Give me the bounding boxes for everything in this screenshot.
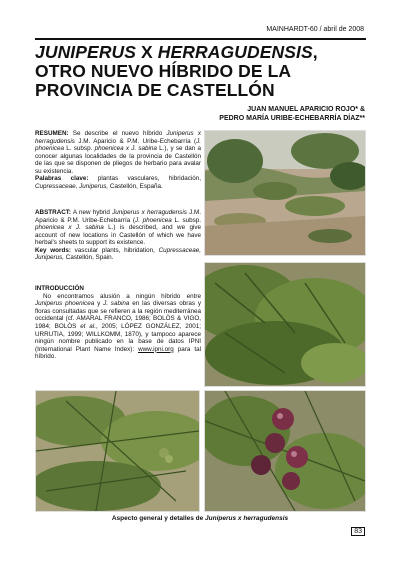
resumen-keywords-2: Castellón, España. (108, 182, 163, 190)
authors-block (219, 105, 365, 123)
intro-text-4: , 2005; LÓPEZ GONZÁLEZ, 2001; URRUTIA, 1999; WILLKOMM, 1870), y tampoco aparece ningún nombre publicado en la base de datos IPNI (International Plant Name Index): (35, 322, 201, 353)
abstract-text-2: J.M. Aparicio & P.M. Uribe-Echebarría ( (35, 209, 201, 224)
resumen-keywords-1: plantas vasculares, hibridación, (88, 175, 202, 182)
resumen-text-3: L. subsp. (64, 145, 95, 152)
abstract-species-3: phoenicea x J. sabina (35, 224, 104, 231)
intro-species-2: J. sabina (103, 300, 130, 308)
resumen-keywords-species: Cupressaceae, Juniperus, (35, 182, 109, 190)
abstract-paragraph (35, 209, 201, 262)
abstract-species-2: J. phoenicea (135, 216, 172, 224)
abstract-keywords-1: vascular plants, hibridation, (70, 246, 159, 254)
photo-branch-detail (35, 390, 200, 512)
author-line-2: PEDRO MARÍA URIBE-ECHEBARRÍA DÍAZ** (219, 115, 365, 122)
resumen-paragraph (35, 130, 201, 190)
resumen-text-2: J.M. Aparicio & P.M. Uribe-Echebarría ( (74, 137, 197, 145)
abstract-text-1: A new hybrid (71, 209, 113, 216)
resumen-species-3: phoenicea x J. sabina (94, 145, 157, 152)
abstract-keywords-2: Castellón, Spain. (64, 254, 114, 261)
author-line-1: JUAN MANUEL APARICIO ROJO* & (247, 106, 365, 113)
abstract-species-1: Juniperus x herragudensis (112, 209, 187, 216)
caption-species: Juniperus x herragudensis (205, 515, 289, 522)
header-rule (35, 38, 366, 40)
resumen-text-1: Se describe el nuevo híbrido (68, 130, 167, 137)
caption-text: Aspecto general y detalles de (111, 515, 206, 522)
article-title (35, 43, 367, 100)
introduction-heading: INTRODUCCIÓN (35, 285, 84, 292)
abstract-keywords-label: Key words: (35, 246, 71, 254)
resumen-label: RESUMEN: (35, 130, 69, 137)
title-rest: , OTRO NUEVO HÍBRIDO DE LA PROVINCIA DE CASTELLÓN (35, 42, 318, 100)
intro-text-3: en las diversas obras y floras consultadas que se refieren a la región mediterránea occidental (cf. AMARAL FRANCO, 1986; BOLÒS & VIGO, 1984; BOLÒS (35, 300, 202, 330)
intro-text-2: y (94, 300, 104, 308)
title-x: X (141, 42, 153, 62)
abstract-text-3: L. subsp. (171, 216, 201, 224)
abstract-label: ABSTRACT: (35, 209, 72, 216)
page-number: 83 (351, 527, 365, 536)
title-species: HERRAGUDENSIS (157, 42, 313, 62)
journal-reference: MAINHARDT-60 / abril de 2008 (266, 26, 364, 33)
resumen-species-1: Juniperus x herragudensis (35, 130, 202, 145)
introduction-paragraph (35, 293, 201, 361)
intro-text-5: para tal híbrido. (35, 345, 201, 361)
intro-etal: et al. (80, 322, 96, 330)
resumen-keywords-label: Palabras clave: (35, 175, 89, 182)
resumen-text-4: L.), y se dan a conocer algunas localidades de la provincia de Castellón de las que se disponen de pliegos de herbario para avalar su existencia. (35, 145, 201, 175)
photo-landscape (204, 130, 366, 256)
intro-species-1: Juniperus phoenicea (35, 300, 95, 308)
abstract-keywords-species: Cupressaceae, Juniperus, (35, 246, 201, 261)
title-genus: JUNIPERUS (35, 42, 137, 62)
resumen-species-2: J. phoenicea (35, 137, 201, 152)
photo-berries (204, 390, 366, 512)
abstract-text-4: L.) is described, and we give account of new locations in Castellón of which we have herbal’s sheets to support its existence. (35, 224, 201, 246)
photo-shrub (204, 262, 366, 387)
figure-caption (35, 515, 365, 522)
introduction-section (35, 285, 201, 361)
ipni-link[interactable]: www.ipni.org (138, 345, 174, 353)
intro-text-1: No encontramos alusión a ningún híbrido entre (43, 292, 201, 300)
